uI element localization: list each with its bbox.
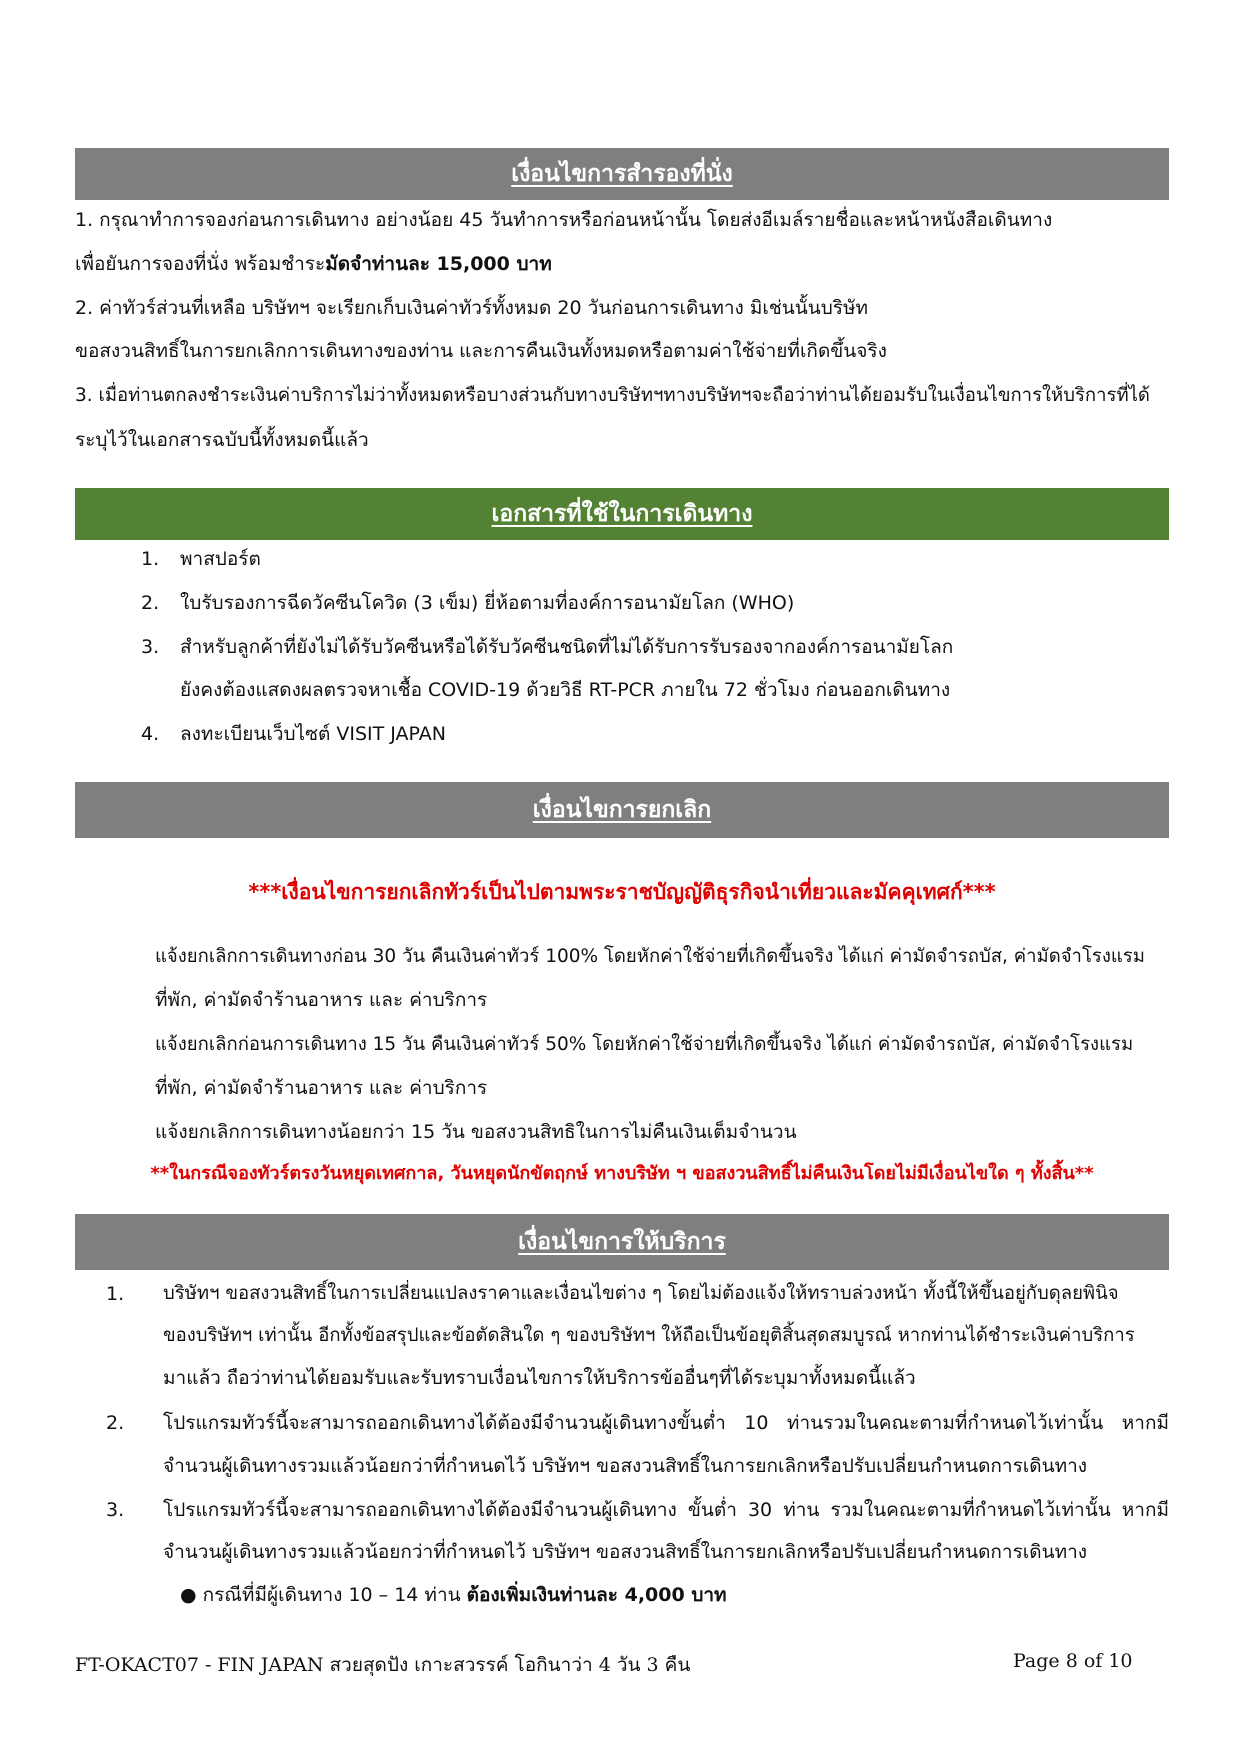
booking-line-3: 2. ค่าทัวร์ส่วนที่เหลือ บริษัทฯ จะเรียกเก็บเงินค่าทัวร์ทั้งหมด 20 วันก่อนการเดินทาง มิเช่นนั้นบริษัท [75, 297, 869, 319]
documents-item-4: ลงทะเบียนเว็บไซต์ VISIT JAPAN [180, 723, 447, 745]
service-section-title: เงื่อนไขการให้บริการ [518, 1229, 726, 1255]
documents-item-3-continued: ยังคงต้องแสดงผลตรวจหาเชื้อ COVID-19 ด้วยวิธี RT-PCR ภายใน 72 ชั่วโมง ก่อนออกเดินทาง [180, 679, 951, 701]
footer-program-code: FT-OKACT07 - FIN JAPAN สวยสุดปัง เกาะสวรรค์ โอกินาว่า 4 วัน 3 คืน [75, 1654, 691, 1676]
booking-line-2-text: เพื่อยันการจองที่นั่ง พร้อมชำระ [75, 253, 326, 275]
deposit-amount: มัดจำท่านละ 15,000 บาท [325, 253, 552, 275]
booking-section-title: เงื่อนไขการสำรองที่นั่ง [511, 161, 733, 187]
booking-line-6: ระบุไว้ในเอกสารฉบับนี้ทั้งหมดนี้แล้ว [75, 429, 369, 451]
surcharge-amount: ต้องเพิ่มเงินท่านละ 4,000 บาท [466, 1584, 727, 1606]
service-item-2-line-1: โปรแกรมทัวร์นี้จะสามารถออกเดินทางได้ต้องมีจำนวนผู้เดินทางขั้นต่ำ 10 ท่านรวมในคณะตามที่กำหนดไว้เท่านั้น หากมี [163, 1412, 1169, 1434]
documents-section-header [75, 488, 1169, 540]
service-item-3-line-1: โปรแกรมทัวร์นี้จะสามารถออกเดินทางได้ต้องมีจำนวนผู้เดินทาง ขั้นต่ำ 30 ท่าน รวมในคณะตามที่กำหนดไว้เท่านั้น หากมี [163, 1499, 1169, 1521]
documents-number-1: 1. [141, 548, 160, 570]
holiday-notice: **ในกรณีจองทัวร์ตรงวันหยุดเทศกาล, วันหยุดนักขัตฤกษ์ ทางบริษัท ฯ ขอสงวนสิทธิ์ไม่คืนเงินโดยไม่มีเงื่อนไขใด ๆ ทั้งสิ้น** [150, 1163, 1094, 1184]
documents-item-1: พาสปอร์ต [180, 548, 261, 570]
bullet-icon: ● [180, 1584, 197, 1606]
service-number-2: 2. [106, 1412, 125, 1434]
booking-line-5: 3. เมื่อท่านตกลงชำระเงินค่าบริการไม่ว่าทั้งหมดหรือบางส่วนกับทางบริษัทฯทางบริษัทฯจะถือว่าท่านได้ยอมรับในเงื่อนไขการให้บริการที่ได้ [75, 385, 1150, 406]
documents-item-2: ใบรับรองการฉีดวัคซีนโควิด (3 เข็ม) ยี่ห้อตามที่องค์การอนามัยโลก (WHO) [180, 592, 795, 614]
booking-line-2 [75, 250, 552, 278]
cancel-paragraph-3: แจ้งยกเลิกการเดินทางน้อยกว่า 15 วัน ขอสงวนสิทธิในการไม่คืนเงินเต็มจำนวน [155, 1121, 797, 1143]
documents-number-3: 3. [141, 636, 160, 658]
cancel-section-title: เงื่อนไขการยกเลิก [532, 797, 712, 823]
documents-item-3: สำหรับลูกค้าที่ยังไม่ได้รับวัคซีนหรือได้รับวัคซีนชนิดที่ไม่ได้รับการรับรองจากองค์การอนามัยโลก [180, 636, 954, 658]
cancel-paragraph-2-continued: ที่พัก, ค่ามัดจำร้านอาหาร และ ค่าบริการ [155, 1077, 488, 1099]
cancel-notice: ***เงื่อนไขการยกเลิกทัวร์เป็นไปตามพระราชบัญญัติธุรกิจนำเที่ยวและมัคคุเทศก์*** [248, 880, 996, 904]
cancel-section-header [75, 782, 1169, 838]
documents-number-2: 2. [141, 592, 160, 614]
cancel-paragraph-1-continued: ที่พัก, ค่ามัดจำร้านอาหาร และ ค่าบริการ [155, 989, 488, 1011]
documents-section-title: เอกสารที่ใช้ในการเดินทาง [491, 501, 753, 527]
booking-section-header [75, 148, 1169, 200]
service-item-1-line-1: บริษัทฯ ขอสงวนสิทธิ์ในการเปลี่ยนแปลงราคาและเงื่อนไขต่าง ๆ โดยไม่ต้องแจ้งให้ทราบล่วงหน้า ทั้งนี้ให้ขึ้นอยู่กับดุลยพินิจ [163, 1283, 1119, 1304]
cancel-paragraph-1: แจ้งยกเลิกการเดินทางก่อน 30 วัน คืนเงินค่าทัวร์ 100% โดยหักค่าใช้จ่ายที่เกิดขึ้นจริง ได้แก่ ค่ามัดจำรถบัส, ค่ามัดจำโรงแรม [155, 946, 1145, 967]
cancel-paragraph-2: แจ้งยกเลิกก่อนการเดินทาง 15 วัน คืนเงินค่าทัวร์ 50% โดยหักค่าใช้จ่ายที่เกิดขึ้นจริง ได้แก่ ค่ามัดจำรถบัส, ค่ามัดจำโรงแรม [155, 1034, 1134, 1055]
service-item-2-line-2: จำนวนผู้เดินทางรวมแล้วน้อยกว่าที่กำหนดไว้ บริษัทฯ ขอสงวนสิทธิ์ในการยกเลิกหรือปรับเปลี่ยนกำหนดการเดินทาง [163, 1455, 1088, 1477]
service-number-3: 3. [106, 1499, 125, 1521]
documents-number-4: 4. [141, 723, 160, 745]
service-section-header [75, 1214, 1169, 1270]
service-item-3-line-2: จำนวนผู้เดินทางรวมแล้วน้อยกว่าที่กำหนดไว้ บริษัทฯ ขอสงวนสิทธิ์ในการยกเลิกหรือปรับเปลี่ยนกำหนดการเดินทาง [163, 1541, 1088, 1563]
booking-line-1: 1. กรุณาทำการจองก่อนการเดินทาง อย่างน้อย 45 วันทำการหรือก่อนหน้านั้น โดยส่งอีเมล์รายชื่อและหน้าหนังสือเดินทาง [75, 209, 1053, 231]
service-number-1: 1. [106, 1283, 125, 1305]
service-item-1-line-3: มาแล้ว ถือว่าท่านได้ยอมรับและรับทราบเงื่อนไขการให้บริการข้ออื่นๆที่ได้ระบุมาทั้งหมดนี้แล้ว [163, 1367, 916, 1389]
service-item-1-line-2: ของบริษัทฯ เท่านั้น อีกทั้งข้อสรุปและข้อตัดสินใด ๆ ของบริษัทฯ ให้ถือเป็นข้อยุติสิ้นสุดสมบูรณ์ หากท่านได้ชำระเงินค่าบริการ [163, 1325, 1135, 1346]
booking-line-4: ขอสงวนสิทธิ์ในการยกเลิกการเดินทางของท่าน และการคืนเงินทั้งหมดหรือตามค่าใช้จ่ายที่เกิดขึ้นจริง [75, 340, 887, 362]
surcharge-condition: กรณีที่มีผู้เดินทาง 10 – 14 ท่าน [202, 1584, 467, 1606]
footer-page-number: Page 8 of 10 [1013, 1650, 1133, 1672]
surcharge-bullet-item [180, 1581, 727, 1609]
